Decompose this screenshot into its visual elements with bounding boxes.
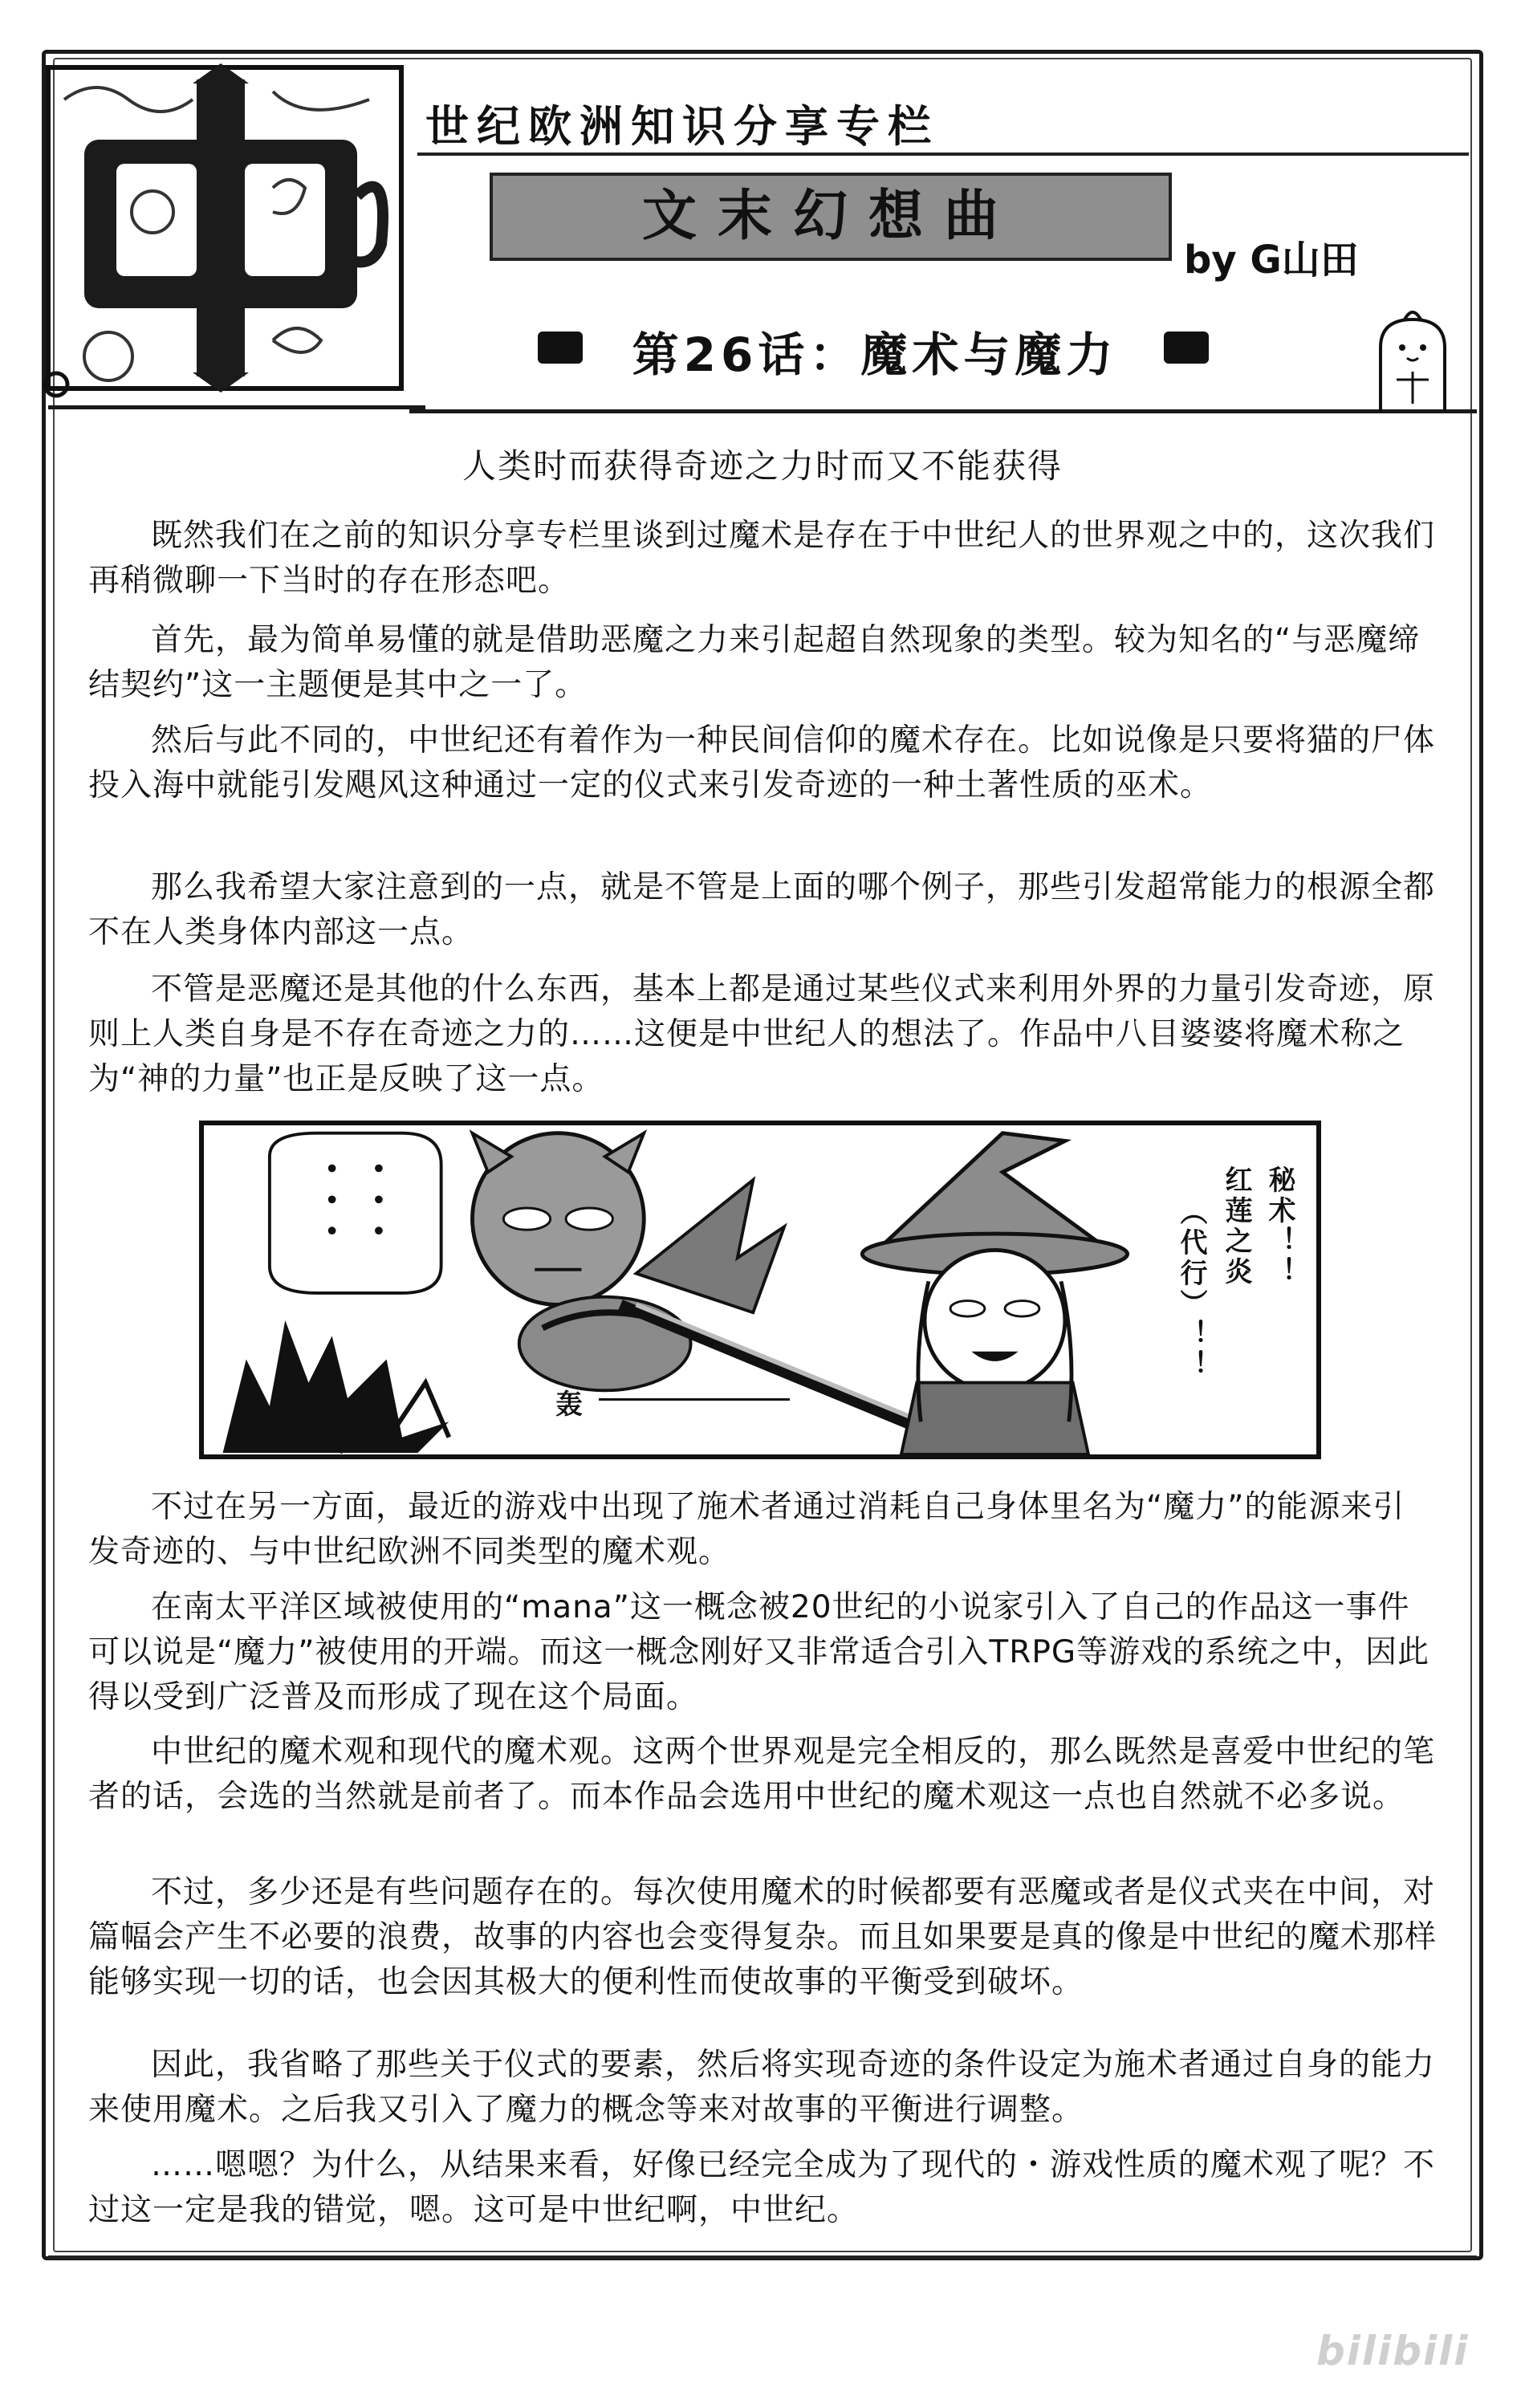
column-title-underline xyxy=(417,153,1469,156)
speech-column-3: （代行）！！ xyxy=(1175,1198,1207,1381)
episode-heading xyxy=(514,309,1252,389)
paragraph-3: 然后与此不同的，中世纪还有着作为一种民间信仰的魔术存在。比如说像是只要将猫的尸体投入海中就能引发飓风这种通过一定的仪式来引发奇迹的一种土著性质的巫术。 xyxy=(88,722,1436,803)
paragraph-1: 既然我们在之前的知识分享专栏里谈到过魔术是存在于中世纪人的世界观之中的，这次我们再稍微聊一下当时的存在形态吧。 xyxy=(88,518,1436,599)
sound-effect-line xyxy=(599,1398,790,1401)
bottom-divider xyxy=(48,2255,1477,2259)
paragraph-5: 不管是恶魔还是其他的什么东西，基本上都是通过某些仪式来利用外界的力量引发奇迹，原则上人类自身是不存在奇迹之力的……这便是中世纪人的想法了。作品中八目婆婆将魔术称之为“神的力量”也正是反映了这一点。 xyxy=(88,971,1436,1097)
episode-title: 第26话：魔术与魔力 xyxy=(632,327,1118,382)
comic-panel xyxy=(199,1121,1321,1459)
speech-column-1: 秘术！！ xyxy=(1263,1165,1295,1287)
column-title: 世纪欧洲知识分享专栏 xyxy=(425,101,939,152)
comic-illustration xyxy=(204,1125,1316,1454)
ornament-right-icon xyxy=(1164,332,1209,364)
mascot-character xyxy=(1368,303,1457,416)
series-title: 文末幻想曲 xyxy=(641,185,1019,248)
author-byline: by G山田 xyxy=(1184,238,1359,283)
series-banner xyxy=(490,173,1172,261)
paragraph-8: 中世纪的魔术观和现代的魔术观。这两个世界观是完全相反的，那么既然是喜爱中世纪的笔者的话，会选的当然就是前者了。而本作品会选用中世纪的魔术观这一点也自然就不必多说。 xyxy=(88,1734,1436,1815)
ornament-left-icon xyxy=(538,332,583,364)
column-logo xyxy=(32,51,409,405)
article-subtitle: 人类时而获得奇迹之力时而又不能获得 xyxy=(462,446,1063,486)
mascot-icon xyxy=(1368,303,1457,416)
ornate-zhong-logo xyxy=(32,51,409,405)
paragraph-11: ……嗯嗯？为什么，从结果来看，好像已经完全成为了现代的・游戏性质的魔术观了呢？不过这一定是我的错觉，嗯。这可是中世纪啊，中世纪。 xyxy=(88,2147,1436,2228)
paragraph-4: 那么我希望大家注意到的一点，就是不管是上面的哪个例子，那些引发超常能力的根源全都不在人类身体内部这一点。 xyxy=(88,869,1436,950)
paragraph-2: 首先，最为简单易懂的就是借助恶魔之力来引起超自然现象的类型。较为知名的“与恶魔缔结契约”这一主题便是其中之一了。 xyxy=(88,622,1421,703)
sound-effect: 轰 xyxy=(555,1389,583,1421)
header-divider-left xyxy=(48,405,425,409)
paragraph-6: 不过在另一方面，最近的游戏中出现了施术者通过消耗自己身体里名为“魔力”的能源来引发奇迹的、与中世纪欧洲不同类型的魔术观。 xyxy=(88,1489,1405,1570)
bilibili-watermark: bilibili xyxy=(1316,2328,1470,2374)
paragraph-7: 在南太平洋区域被使用的“mana”这一概念被20世纪的小说家引入了自己的作品这一事件可以说是“魔力”被使用的开端。而这一概念刚好又非常适合引入TRPG等游戏的系统之中，因此得以受到广泛普及而形成了现在这个局面。 xyxy=(88,1589,1430,1715)
paragraph-9: 不过，多少还是有些问题存在的。每次使用魔术的时候都要有恶魔或者是仪式夹在中间，对篇幅会产生不必要的浪费，故事的内容也会变得复杂。而且如果要是真的像是中世纪的魔术那样能够实现一切的话，也会因其极大的便利性而使故事的平衡受到破坏。 xyxy=(88,1874,1438,2000)
paragraph-10: 因此，我省略了那些关于仪式的要素，然后将实现奇迹的条件设定为施术者通过自身的能力来使用魔术。之后我又引入了魔力的概念等来对故事的平衡进行调整。 xyxy=(88,2047,1436,2128)
header-divider xyxy=(409,409,1477,413)
speech-column-2: 红莲之炎 xyxy=(1220,1165,1252,1287)
